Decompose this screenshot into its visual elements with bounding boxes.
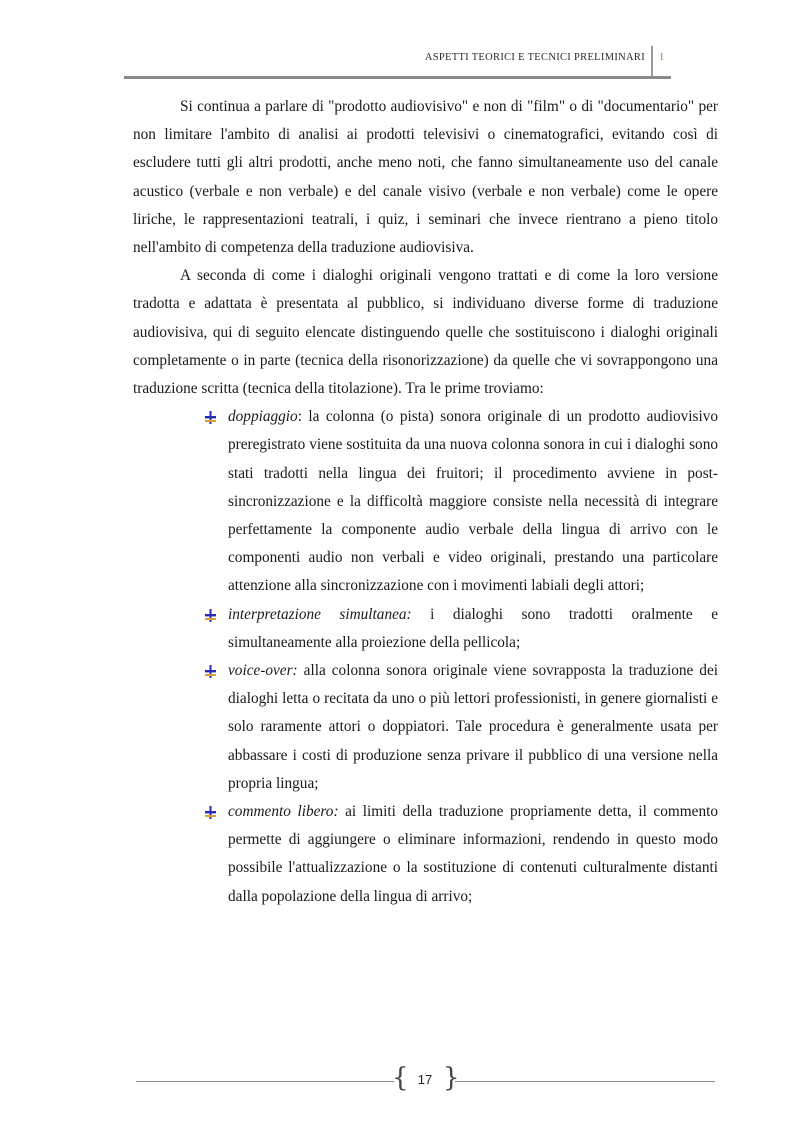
list-item — [228, 798, 718, 911]
page-number-brace-left: { — [392, 1063, 409, 1093]
paragraph-translation-forms: A seconda di come i dialoghi originali vengono trattati e di come la loro versione tradotta e adattata è presentata al pubblico, si individuano diverse forme di traduzione audiovisiva, qui di seguito elencate distinguendo quelle che sostituiscono i dialoghi originali completamente o in parte (tecnica della risonorizzazione) da quelle che vi sovrappongono una traduzione scritta (tecnica della titolazione). Tra le prime troviamo: — [133, 267, 718, 398]
paragraph-audiovisual-product: Si continua a parlare di "prodotto audiovisivo" e non di "film" o di "documentario" per non limitare l'ambito di analisi ai prodotti televisivi o cinematografici, evitando così di escludere tutti gli altri prodotti, anche meno noti, che fanno simultaneamente uso del canale acustico (verbale e non verbale) e del canale visivo (verbale e non verbale) come le opere liriche, le rappresentazioni teatrali, i quiz, i seminari che invece rientrano a pieno titolo nell'ambito di competenza della traduzione audiovisiva. — [133, 98, 718, 257]
pushpin-bullet-icon — [204, 806, 217, 819]
list-item — [228, 657, 718, 798]
pushpin-bullet-icon — [204, 609, 217, 622]
item-term: doppiaggio — [228, 408, 298, 426]
running-header-title: ASPETTI TEORICI E TECNICI PRELIMINARI — [424, 52, 645, 63]
pushpin-bullet-icon — [204, 411, 217, 424]
item-term: voice-over: — [228, 662, 298, 680]
item-term: commento libero: — [228, 803, 339, 821]
page-number: 17 — [417, 1072, 433, 1087]
item-text: alla colonna sonora originale viene sovrapposta la traduzione dei dialoghi letta o recitata da uno o più lettori professionisti, in genere giornalisti e solo raramente attori o doppiatori. Tale procedura è generalmente usata per abbassare i costi di produzione senza privare il pubblico di una versione nella propria lingua; — [228, 662, 718, 792]
footer-rule-left — [136, 1081, 394, 1082]
footer-rule-right — [455, 1081, 715, 1082]
item-text: i dialoghi sono tradotti oralmente e simultaneamente alla proiezione della pellicola; — [228, 605, 718, 651]
item-text: : la colonna (o pista) sonora originale di un prodotto audiovisivo preregistrato viene sostituita da una nuova colonna sonora in cui i dialoghi sono stati tradotti nella lingua dei fruitori; il procedimento avviene in post-sincronizzazione e la difficoltà maggiore consiste nella necessità di integrare perfettamente la componente audio verbale della lingua di arrivo con le componenti audio non verbali e video originali, prestando una particolare attenzione alla sincronizzazione con i movimenti labiali degli attori; — [228, 408, 718, 595]
page-number-brace-right: } — [443, 1063, 460, 1093]
list-item — [228, 601, 718, 657]
header-separator — [651, 46, 653, 76]
page-body — [133, 93, 718, 911]
item-term: interpretazione simultanea: — [228, 605, 412, 623]
list-item — [228, 403, 718, 600]
translation-types-list — [133, 403, 718, 911]
item-text: ai limiti della traduzione propriamente detta, il commento permette di aggiungere o eliminare informazioni, rendendo in questo modo possibile l'attualizzazione o la sostituzione di contenuti culturalmente distanti dalla popolazione della lingua di arrivo; — [228, 803, 718, 905]
header-rule — [124, 76, 671, 79]
chapter-number: 1 — [659, 52, 665, 63]
pushpin-bullet-icon — [204, 665, 217, 678]
